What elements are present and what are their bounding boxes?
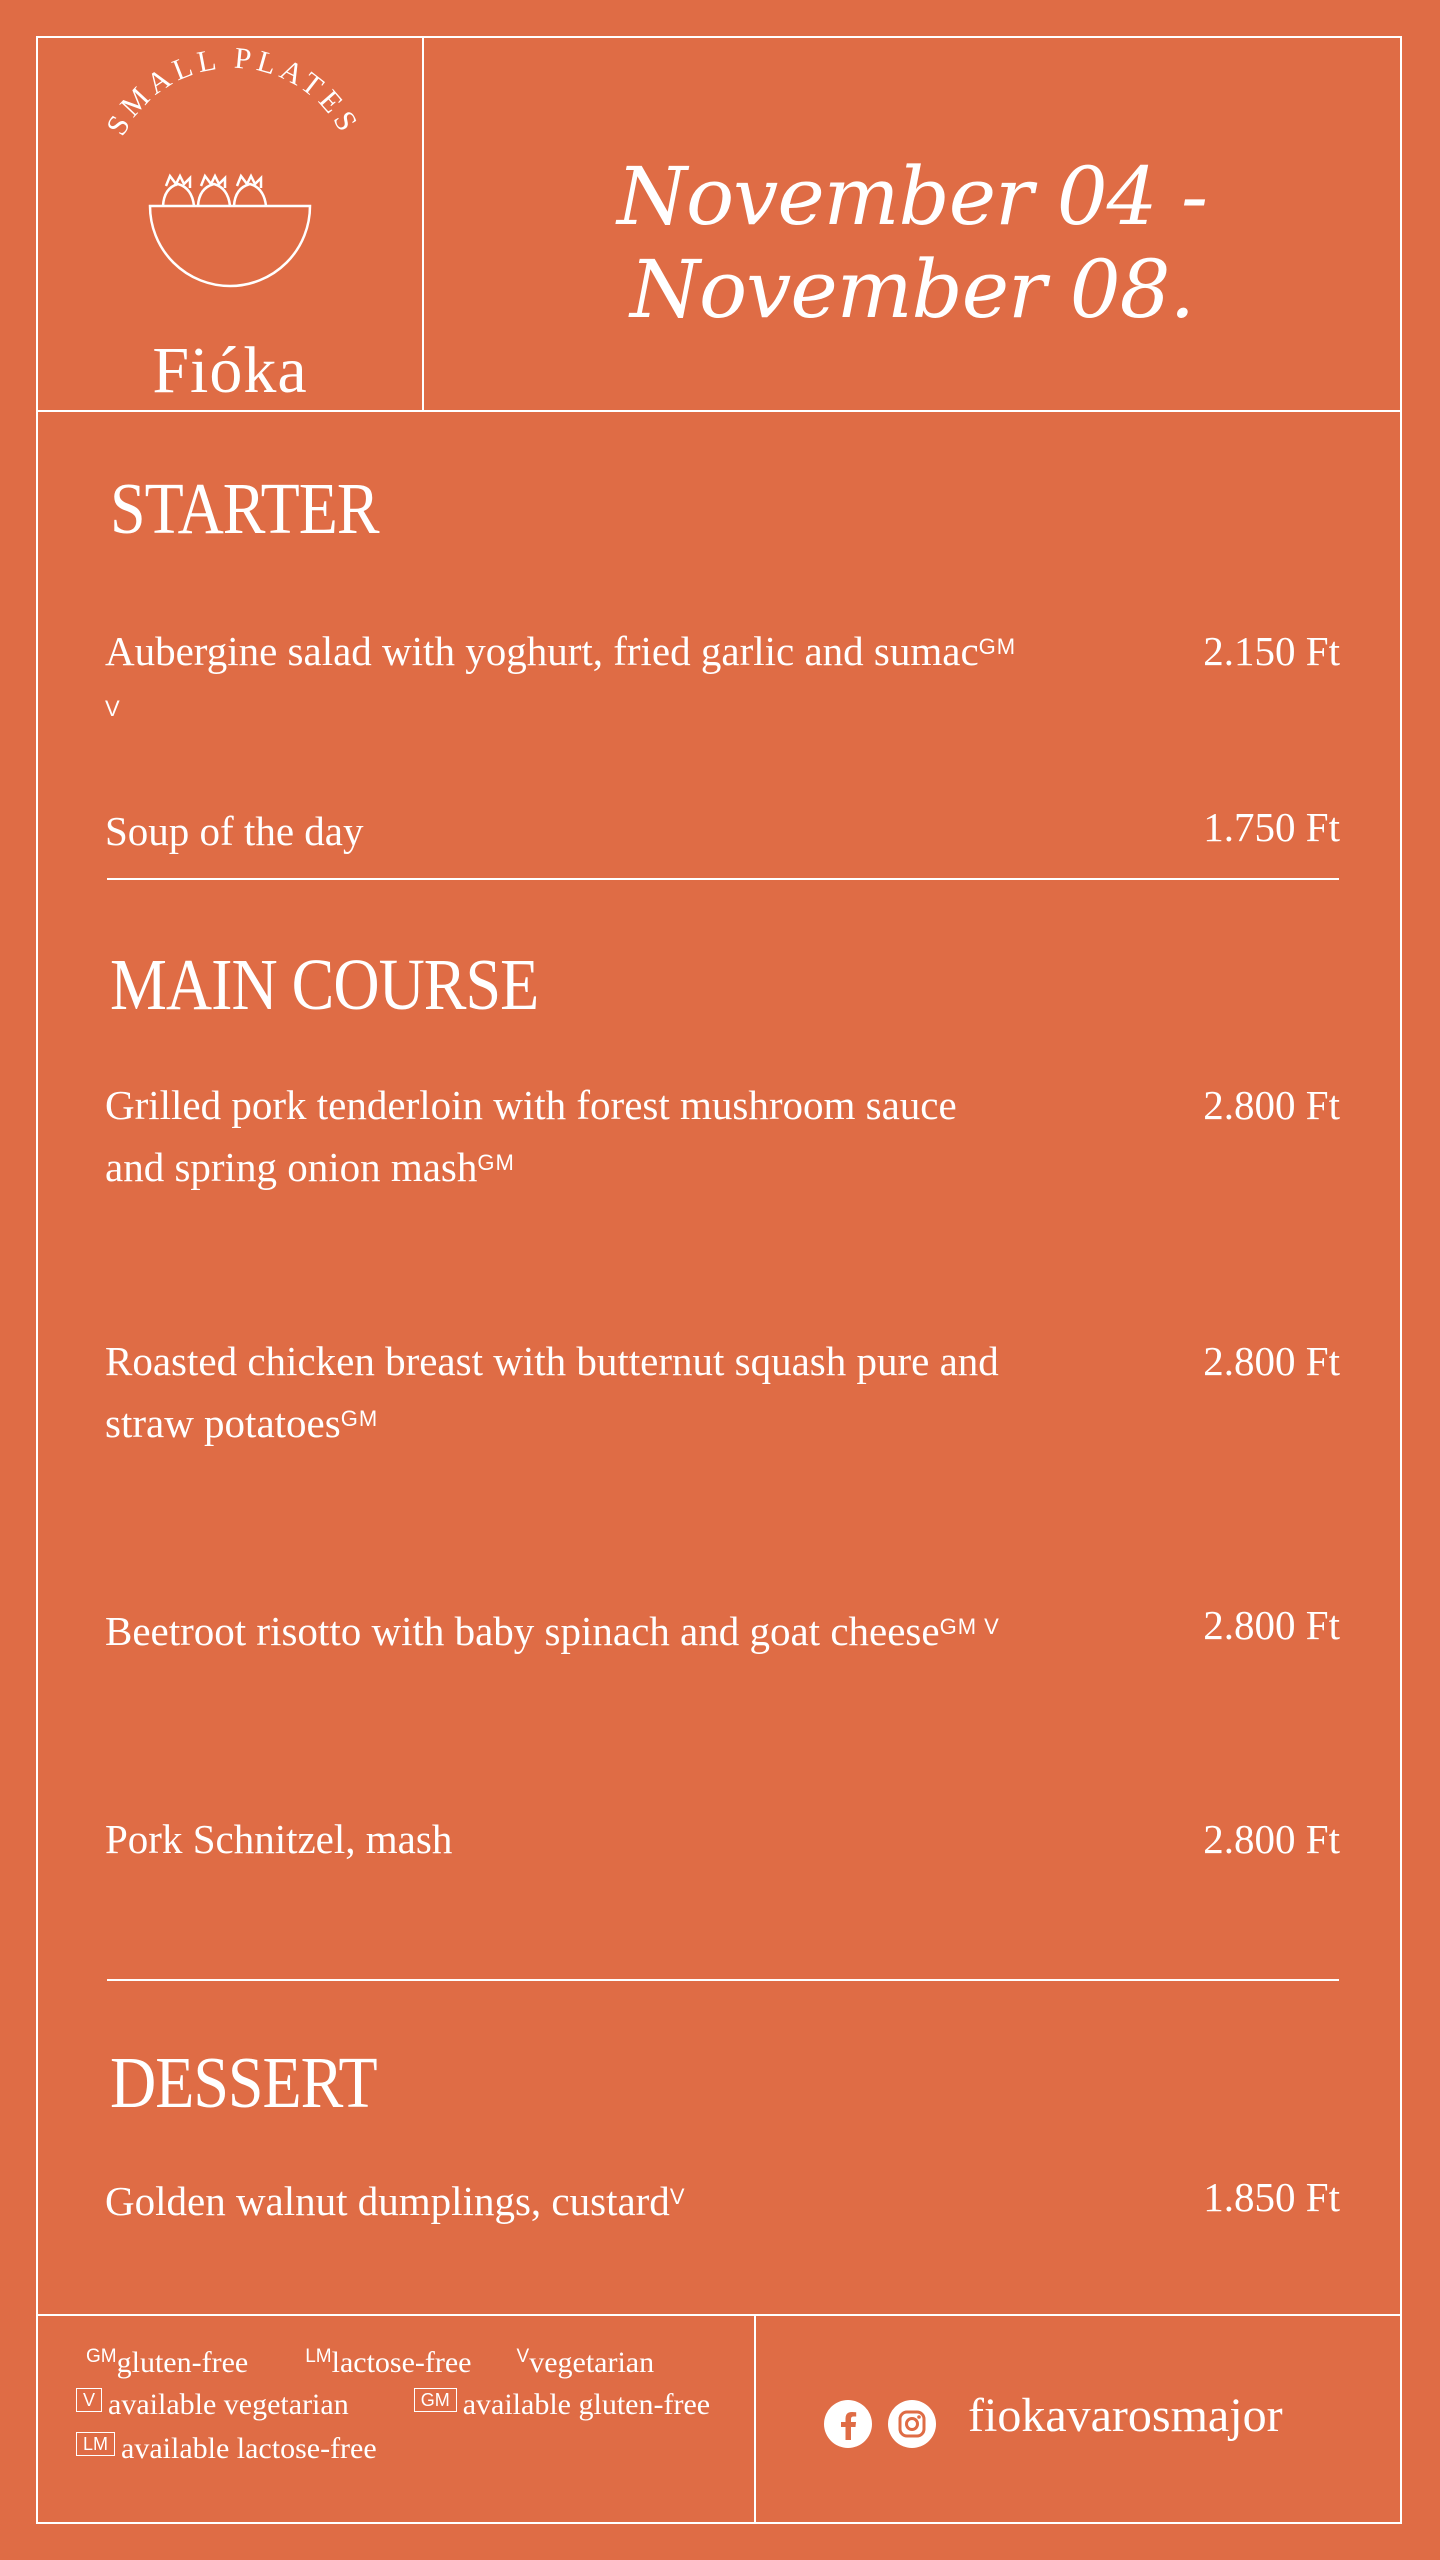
logo <box>38 38 422 410</box>
footer-top-rule <box>36 2314 1402 2316</box>
header-bottom-rule <box>36 410 1402 412</box>
logo-arc-text: SMALL PLATES <box>99 41 367 142</box>
item-price: 1.850 Ft <box>1203 2174 1340 2220</box>
item-name: Grilled pork tenderloin with forest mushroom sauce and spring onion mash <box>105 1082 957 1190</box>
menu-item <box>105 1808 1025 1870</box>
footer-divider <box>754 2314 756 2524</box>
legend-row-3: LM available lactose-free <box>76 2432 377 2466</box>
item-tags: GM <box>477 1150 515 1175</box>
item-name: Pork Schnitzel, mash <box>105 1816 453 1862</box>
menu-item <box>105 2170 1025 2232</box>
item-name: Beetroot risotto with baby spinach and goat cheese <box>105 1608 940 1654</box>
starter-main-rule <box>107 878 1339 880</box>
item-price: 2.800 Ft <box>1203 1602 1340 1648</box>
svg-text:SMALL PLATES <box>100 42 366 141</box>
menu-item <box>105 620 1025 744</box>
item-name: Golden walnut dumplings, custard <box>105 2178 670 2224</box>
item-tags: V <box>669 2184 686 2209</box>
legend-row-2: V available vegetarian GM available gluten-free <box>76 2388 710 2422</box>
facebook-icon[interactable] <box>824 2400 872 2448</box>
instagram-icon[interactable] <box>888 2400 936 2448</box>
item-name: Roasted chicken breast with butternut squash pure and straw potatoes <box>105 1338 999 1446</box>
date-range: November 04 - November 08. <box>616 150 1208 336</box>
menu-item <box>105 1074 1025 1198</box>
menu-item <box>105 800 1025 862</box>
menu-item <box>105 1330 1025 1454</box>
item-price: 2.800 Ft <box>1203 1338 1340 1384</box>
legend-row-1: $^{GM}$gluten-free $^{LM}$lactose-free $^V$vegetarian <box>86 2346 655 2379</box>
section-title-starter: STARTER <box>110 467 379 550</box>
item-price: 2.150 Ft <box>1203 628 1340 674</box>
menu-item <box>105 1600 1025 1662</box>
dumplings-icon <box>163 176 266 206</box>
main-dessert-rule <box>107 1979 1339 1981</box>
item-price: 1.750 Ft <box>1203 804 1340 850</box>
item-price: 2.800 Ft <box>1203 1082 1340 1128</box>
brand-name: Fióka <box>152 334 308 407</box>
section-title-main-course: MAIN COURSE <box>110 943 539 1026</box>
item-name: Soup of the day <box>105 808 364 854</box>
section-title-dessert: DESSERT <box>110 2041 377 2124</box>
item-tags: GM V <box>939 1614 1000 1639</box>
item-name: Aubergine salad with yoghurt, fried garlic and sumac <box>105 628 979 674</box>
social-handle[interactable]: fiokavarosmajor <box>968 2389 1283 2442</box>
item-price: 2.800 Ft <box>1203 1816 1340 1862</box>
item-tags: GM <box>340 1406 379 1431</box>
item-tags: GM V <box>105 634 1017 721</box>
bowl-icon <box>150 206 310 286</box>
